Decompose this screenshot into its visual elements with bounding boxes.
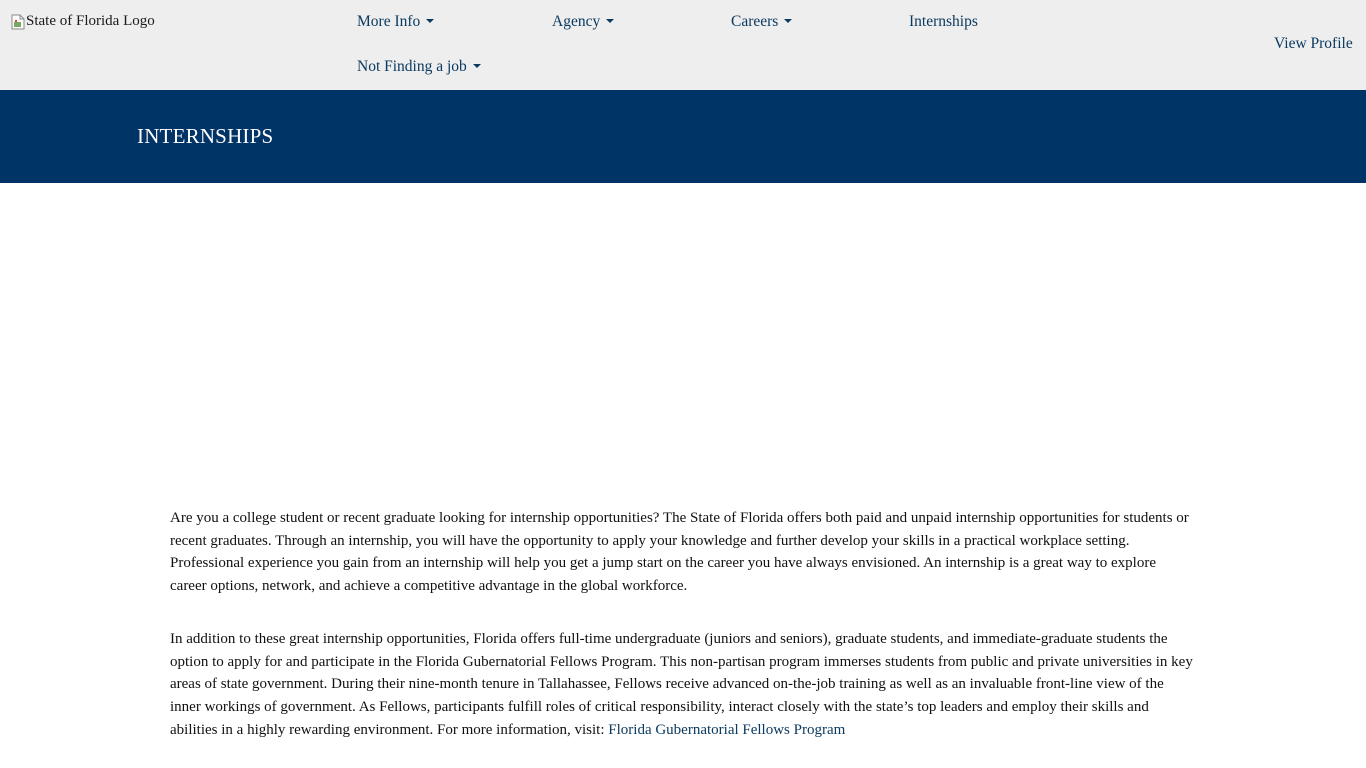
intro-paragraph [170, 507, 1194, 598]
broken-image-icon [11, 14, 25, 30]
top-navigation-bar [0, 0, 1366, 90]
nav-careers[interactable] [731, 13, 792, 31]
fellows-paragraph [170, 628, 1194, 742]
caret-down-icon [606, 19, 614, 23]
nav-more-info[interactable] [357, 13, 434, 31]
nav-internships[interactable] [909, 13, 978, 31]
nav-more-info-label: More Info [357, 13, 421, 30]
caret-down-icon [473, 64, 481, 68]
nav-not-finding-label: Not Finding a job [357, 58, 467, 75]
logo-alt-text: State of Florida Logo [26, 13, 155, 29]
caret-down-icon [426, 19, 434, 23]
page-title: INTERNSHIPS [137, 124, 274, 148]
nav-not-finding-a-job[interactable] [357, 58, 481, 76]
fellows-paragraph-text: In addition to these great internship opportunities, Florida offers full-time undergraduate (juniors and seniors), graduate students, and immediate-graduate students the option to apply for and participate in the Florida Gubernatorial Fellows Program. This non-partisan program immerses students from public and private universities in key areas of state government. During their nine-month tenure in Tallahassee, Fellows receive advanced on-the-job training as well as an invaluable front-line view of the inner workings of government. As Fellows, participants fulfill roles of critical responsibility, interact closely with the state’s top leaders and employ their skills and abilities in a highly rewarding environment. For more information, visit: [170, 630, 1193, 738]
nav-agency[interactable] [552, 13, 614, 31]
nav-internships-label: Internships [909, 13, 978, 30]
view-profile-label: View Profile [1274, 35, 1353, 52]
nav-careers-label: Careers [731, 13, 779, 30]
fellows-program-link[interactable]: Florida Gubernatorial Fellows Program [608, 721, 846, 738]
caret-down-icon [784, 19, 792, 23]
main-content [170, 507, 1194, 741]
view-profile-link[interactable] [1274, 35, 1353, 53]
nav-agency-label: Agency [552, 13, 601, 30]
state-of-florida-logo[interactable] [11, 13, 155, 30]
intro-paragraph-text: Are you a college student or recent graduate looking for internship opportunities? The State of Florida offers both paid and unpaid internship opportunities for students or recent graduates. Through an internship, you will have the opportunity to apply your knowledge and further develop your skills in a practical workplace setting. Professional experience you gain from an internship will help you get a jump start on the career you have always envisioned. An internship is a great way to explore career options, network, and achieve a competitive advantage in the global workforce. [170, 510, 1189, 595]
